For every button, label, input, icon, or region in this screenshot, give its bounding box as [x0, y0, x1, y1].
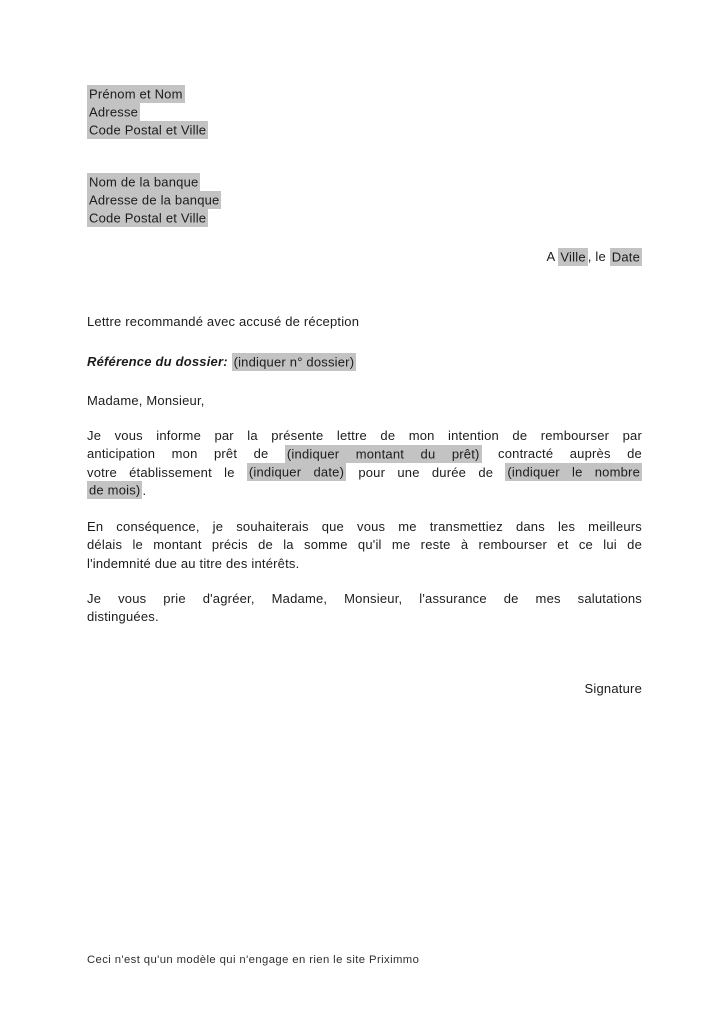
- sender-street-placeholder: Adresse: [89, 104, 139, 120]
- body-line: [87, 482, 642, 500]
- paragraph-3: [87, 590, 642, 627]
- body-line: [87, 464, 642, 482]
- text-segment: Je vous informe par la présente lettre de mon intention de rembourser par: [87, 428, 642, 443]
- sender-address-block: [87, 85, 642, 140]
- body-line: [87, 518, 642, 536]
- text-segment: contracté auprès de: [481, 446, 642, 462]
- text-segment: Je vous prie d'agréer, Madame, Monsieur, l'assurance de mes salutations: [87, 591, 642, 606]
- body-line: [87, 555, 642, 573]
- text-segment: pour une durée de: [346, 464, 506, 480]
- loan-date-placeholder: (indiquer date): [248, 464, 345, 480]
- months-count-placeholder-part1: (indiquer le nombre: [507, 464, 640, 480]
- body-line: [87, 445, 642, 463]
- recipient-address-block: [87, 173, 642, 228]
- bank-street-placeholder: Adresse de la banque: [89, 192, 220, 208]
- text-segment: .: [142, 482, 147, 498]
- sender-line: [87, 103, 642, 121]
- text-segment: distinguées.: [87, 609, 159, 625]
- city-placeholder: Ville: [560, 249, 586, 264]
- months-count-placeholder-part2: de mois): [89, 482, 141, 498]
- loan-amount-placeholder: (indiquer montant du prêt): [286, 446, 480, 462]
- body-line: [87, 608, 642, 626]
- recipient-line: [87, 210, 642, 228]
- body-line: [87, 427, 642, 445]
- reference-label: Référence du dossier:: [87, 354, 232, 369]
- sender-name-placeholder: Prénom et Nom: [89, 86, 183, 101]
- bank-city-placeholder: Code Postal et Ville: [89, 210, 207, 226]
- recipient-line: [87, 173, 642, 191]
- body-line: [87, 590, 642, 608]
- text-segment: anticipation mon prêt de: [87, 446, 285, 462]
- reference-number-placeholder: (indiquer n° dossier): [233, 354, 355, 369]
- date-prefix: A: [546, 249, 559, 264]
- sender-line: [87, 122, 642, 140]
- bank-name-placeholder: Nom de la banque: [89, 174, 199, 189]
- body-line: [87, 536, 642, 554]
- text-segment: votre établissement le: [87, 464, 247, 480]
- reference-line: [87, 353, 642, 371]
- date-placeholder: Date: [611, 249, 640, 264]
- subject-line: Lettre recommandé avec accusé de réception: [87, 314, 360, 329]
- signature-label: Signature: [584, 681, 642, 696]
- paragraph-2: [87, 518, 642, 573]
- salutation: Madame, Monsieur,: [87, 393, 205, 408]
- date-line: [87, 248, 642, 266]
- sender-city-placeholder: Code Postal et Ville: [89, 122, 207, 138]
- text-segment: délais le montant précis de la somme qu'il me reste à rembourser et ce lui de: [87, 537, 642, 553]
- sender-line: [87, 85, 642, 103]
- date-separator: , le: [587, 249, 610, 264]
- recipient-line: [87, 191, 642, 209]
- paragraph-1: [87, 427, 642, 500]
- text-segment: l'indemnité due au titre des intérêts.: [87, 555, 300, 571]
- footer-disclaimer: Ceci n'est qu'un modèle qui n'engage en rien le site Priximmo: [87, 954, 420, 966]
- text-segment: En conséquence, je souhaiterais que vous me transmettiez dans les meilleurs: [87, 519, 642, 534]
